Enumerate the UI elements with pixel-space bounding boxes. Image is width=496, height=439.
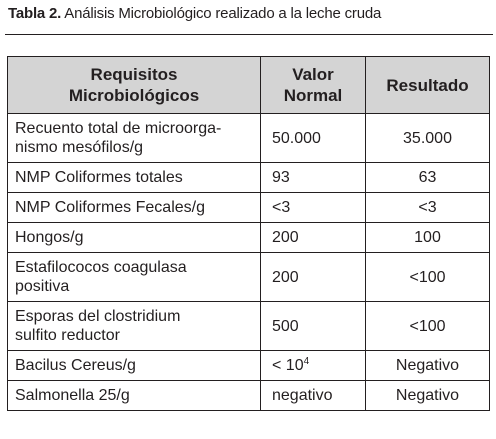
row-requisito: Salmonella 25/g xyxy=(8,381,261,411)
row-resultado: 63 xyxy=(366,163,490,193)
table-row xyxy=(8,351,490,381)
header-valor-normal: Valor Normal xyxy=(261,57,366,114)
row-valor-normal: 200 xyxy=(261,253,366,302)
caption-divider xyxy=(5,34,493,35)
row-valor-normal: 500 xyxy=(261,302,366,351)
row-valor-normal: 93 xyxy=(261,163,366,193)
header-requisitos: Requisitos Microbiológicos xyxy=(8,57,261,114)
row-valor-normal: <3 xyxy=(261,193,366,223)
row-resultado: Negativo xyxy=(366,351,490,381)
row-requisito: Bacilus Cereus/g xyxy=(8,351,261,381)
row-requisito: Estafilococos coagulasa positiva xyxy=(8,253,261,302)
row-valor-normal: 200 xyxy=(261,223,366,253)
row-requisito: Esporas del clostridium sulfito reductor xyxy=(8,302,261,351)
row-requisito: NMP Coliformes totales xyxy=(8,163,261,193)
row-valor-normal: < $10^4$ xyxy=(261,351,366,381)
row-resultado: <3 xyxy=(366,193,490,223)
row-resultado: <100 xyxy=(366,302,490,351)
row-requisito: NMP Coliformes Fecales/g xyxy=(8,193,261,223)
row-requisito: Hongos/g xyxy=(8,223,261,253)
table-row xyxy=(8,163,490,193)
row-requisito: Recuento total de microorga- nismo mesófilos/g xyxy=(8,114,261,163)
row-resultado: <100 xyxy=(366,253,490,302)
caption-text: Análisis Microbiológico realizado a la leche cruda xyxy=(61,5,382,22)
table-header-row xyxy=(8,57,490,114)
table-row xyxy=(8,193,490,223)
caption-label: Tabla 2. xyxy=(8,5,62,22)
table-row xyxy=(8,381,490,411)
table-caption xyxy=(8,5,381,22)
row-valor-normal: negativo xyxy=(261,381,366,411)
exponent: 4 xyxy=(303,356,310,367)
table-row xyxy=(8,223,490,253)
microbiology-table xyxy=(7,56,490,411)
row-resultado: 35.000 xyxy=(366,114,490,163)
row-resultado: Negativo xyxy=(366,381,490,411)
row-resultado: 100 xyxy=(366,223,490,253)
table-row xyxy=(8,302,490,351)
header-resultado: Resultado xyxy=(366,57,490,114)
table-row xyxy=(8,253,490,302)
row-valor-normal: 50.000 xyxy=(261,114,366,163)
table-row xyxy=(8,114,490,163)
